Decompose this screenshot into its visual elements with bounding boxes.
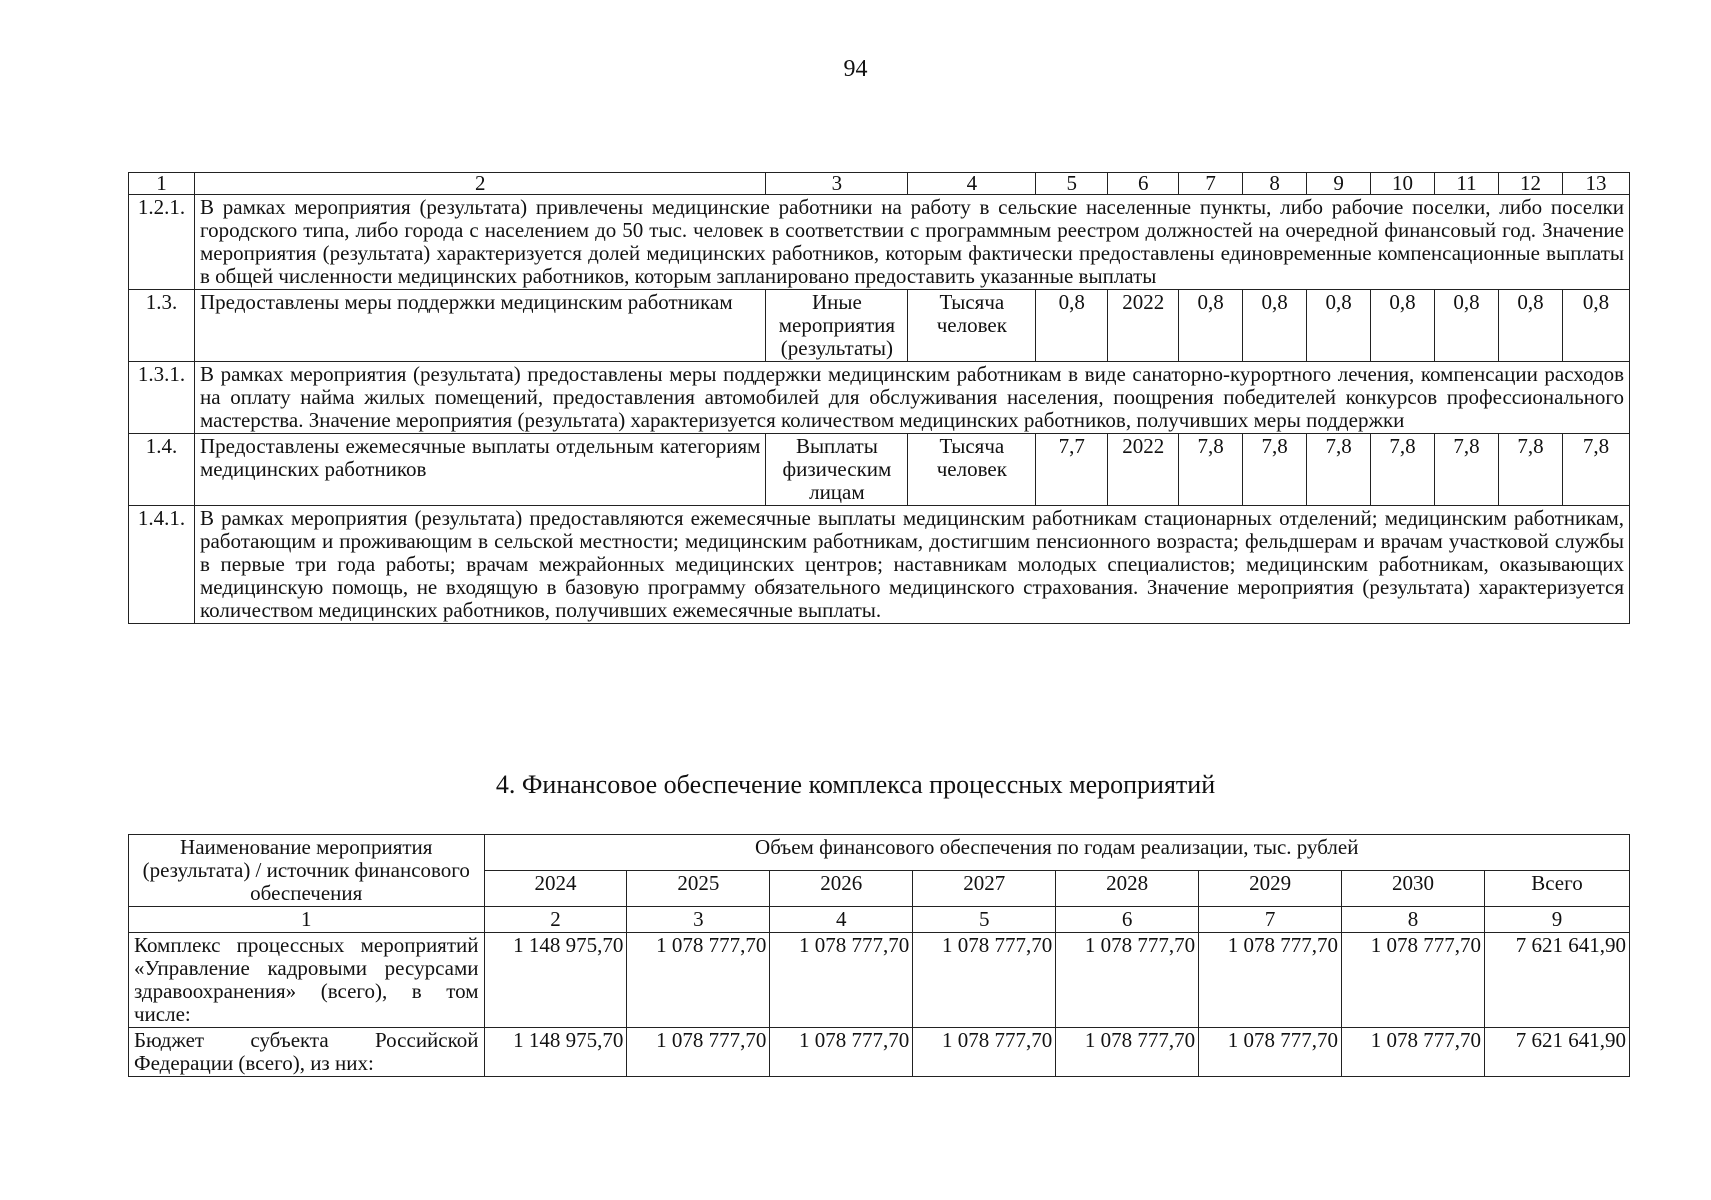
- table-row: [129, 434, 1630, 506]
- header-cell: 5: [1036, 173, 1108, 195]
- year-value: 7,8: [1179, 434, 1243, 506]
- amount-cell: 1 078 777,70: [1342, 1028, 1485, 1077]
- amount-cell: 1 078 777,70: [770, 933, 913, 1028]
- header-cell: 6: [1108, 173, 1179, 195]
- measures-table: [128, 172, 1630, 624]
- year-value: 0,8: [1179, 290, 1243, 362]
- row-description: В рамках мероприятия (результата) предоставляются ежемесячные выплаты медицинским работникам стационарных отделений; медицинским работникам, работающим и проживающим в сельской местности; медицинским работникам, достигшим пенсионного возраста; фельдшерам и врачам участковой службы в первые три года работы; врачам межрайонных медицинских центров; наставникам молодых специалистов; медицинским работникам, оказывающих медицинскую помощь, не входящую в базовую программу обязательного медицинского страхования. Значение мероприятия (результата) характеризуется количеством медицинских работников, получивших ежемесячные выплаты.: [194, 506, 1629, 624]
- column-number: 1: [129, 907, 485, 933]
- year-value: 0,8: [1243, 290, 1307, 362]
- amount-cell: 1 078 777,70: [1342, 933, 1485, 1028]
- column-number: 6: [1056, 907, 1199, 933]
- column-number: 9: [1484, 907, 1629, 933]
- amount-cell: 1 148 975,70: [484, 933, 627, 1028]
- finance-row-name: Комплекс процессных мероприятий «Управление кадровыми ресурсами здравоохранения» (всего), в том числе:: [129, 933, 485, 1028]
- header-cell: 10: [1371, 173, 1435, 195]
- row-number: 1.3.: [129, 290, 195, 362]
- measure-name: Предоставлены ежемесячные выплаты отдельным категориям медицинских работников: [194, 434, 765, 506]
- table-row: [129, 933, 1630, 1028]
- row-description: В рамках мероприятия (результата) предоставлены меры поддержки медицинским работникам в виде санаторно-курортного лечения, компенсации расходов на оплату найма жилых помещений, предоставления автомобилей для обслуживания населения, поощрения победителей конкурсов профессионального мастерства. Значение мероприятия (результата) характеризуется количеством медицинских работников, получивших меры поддержки: [194, 362, 1629, 434]
- year-value: 0,8: [1498, 290, 1562, 362]
- year-value: 7,8: [1307, 434, 1371, 506]
- row-description: В рамках мероприятия (результата) привлечены медицинские работники на работу в сельские населенные пункты, либо рабочие поселки, либо поселки городского типа, либо города с населением до 50 тыс. человек в соответствии с программным реестром должностей на очередной финансовый год. Значение мероприятия (результата) характеризуется долей медицинских работников, которым фактически предоставлены единовременные компенсационные выплаты в общей численности медицинских работников, которым запланировано предоставить указанные выплаты: [194, 195, 1629, 290]
- amount-cell: 1 078 777,70: [1056, 1028, 1199, 1077]
- measure-type: Иные мероприятия (результаты): [766, 290, 908, 362]
- finance-row-name: Бюджет субъекта Российской Федерации (всего), из них:: [129, 1028, 485, 1077]
- name-header: Наименование мероприятия (результата) / источник финансового обеспечения: [129, 835, 485, 907]
- year-value: 7,8: [1243, 434, 1307, 506]
- year-value: 0,8: [1307, 290, 1371, 362]
- row-number: 1.2.1.: [129, 195, 195, 290]
- base-year: 2022: [1108, 434, 1179, 506]
- year-value: 7,8: [1371, 434, 1435, 506]
- header-cell: 9: [1307, 173, 1371, 195]
- table-row: [129, 290, 1630, 362]
- year-value: 0,8: [1562, 290, 1629, 362]
- volume-header: Объем финансового обеспечения по годам реализации, тыс. рублей: [484, 835, 1630, 871]
- header-cell: 11: [1435, 173, 1499, 195]
- header-cell: 2: [194, 173, 765, 195]
- base-year: 2022: [1108, 290, 1179, 362]
- total-amount-cell: 7 621 641,90: [1484, 1028, 1629, 1077]
- year-value: 7,8: [1498, 434, 1562, 506]
- header-cell: 13: [1562, 173, 1629, 195]
- header-cell: 8: [1243, 173, 1307, 195]
- column-number: 8: [1342, 907, 1485, 933]
- measure-name: Предоставлены меры поддержки медицинским работникам: [194, 290, 765, 362]
- amount-cell: 1 078 777,70: [1199, 933, 1342, 1028]
- header-cell: 7: [1179, 173, 1243, 195]
- row-number: 1.3.1.: [129, 362, 195, 434]
- column-number: 3: [627, 907, 770, 933]
- base-value: 7,7: [1036, 434, 1108, 506]
- section-title: 4. Финансовое обеспечение комплекса процессных мероприятий: [495, 770, 1216, 799]
- finance-header-row: [129, 835, 1630, 871]
- year-value: 7,8: [1562, 434, 1629, 506]
- year-header: 2030: [1342, 871, 1485, 907]
- measure-type: Выплаты физическим лицам: [766, 434, 908, 506]
- table-row: [129, 195, 1630, 290]
- column-number: 2: [484, 907, 627, 933]
- year-header: 2025: [627, 871, 770, 907]
- measure-unit: Тысяча человек: [908, 290, 1036, 362]
- measure-unit: Тысяча человек: [908, 434, 1036, 506]
- table-row: [129, 1028, 1630, 1077]
- amount-cell: 1 078 777,70: [627, 933, 770, 1028]
- page-number: 94: [843, 56, 868, 82]
- row-number: 1.4.: [129, 434, 195, 506]
- year-value: 0,8: [1371, 290, 1435, 362]
- year-header: 2024: [484, 871, 627, 907]
- header-cell: 3: [766, 173, 908, 195]
- table-row: [129, 506, 1630, 624]
- year-header: 2028: [1056, 871, 1199, 907]
- year-header: 2026: [770, 871, 913, 907]
- year-header: 2029: [1199, 871, 1342, 907]
- total-amount-cell: 7 621 641,90: [1484, 933, 1629, 1028]
- column-number: 5: [913, 907, 1056, 933]
- column-number: 4: [770, 907, 913, 933]
- amount-cell: 1 078 777,70: [913, 933, 1056, 1028]
- column-number-row: [129, 907, 1630, 933]
- year-value: 7,8: [1435, 434, 1499, 506]
- finance-table: [128, 834, 1630, 1077]
- row-number: 1.4.1.: [129, 506, 195, 624]
- header-cell: 4: [908, 173, 1036, 195]
- amount-cell: 1 078 777,70: [913, 1028, 1056, 1077]
- year-header: 2027: [913, 871, 1056, 907]
- measures-header-row: [129, 173, 1630, 195]
- header-cell: 1: [129, 173, 195, 195]
- column-number: 7: [1199, 907, 1342, 933]
- amount-cell: 1 078 777,70: [1056, 933, 1199, 1028]
- total-header: Всего: [1484, 871, 1629, 907]
- amount-cell: 1 078 777,70: [627, 1028, 770, 1077]
- header-cell: 12: [1498, 173, 1562, 195]
- amount-cell: 1 078 777,70: [770, 1028, 913, 1077]
- amount-cell: 1 148 975,70: [484, 1028, 627, 1077]
- amount-cell: 1 078 777,70: [1199, 1028, 1342, 1077]
- table-row: [129, 362, 1630, 434]
- base-value: 0,8: [1036, 290, 1108, 362]
- year-value: 0,8: [1435, 290, 1499, 362]
